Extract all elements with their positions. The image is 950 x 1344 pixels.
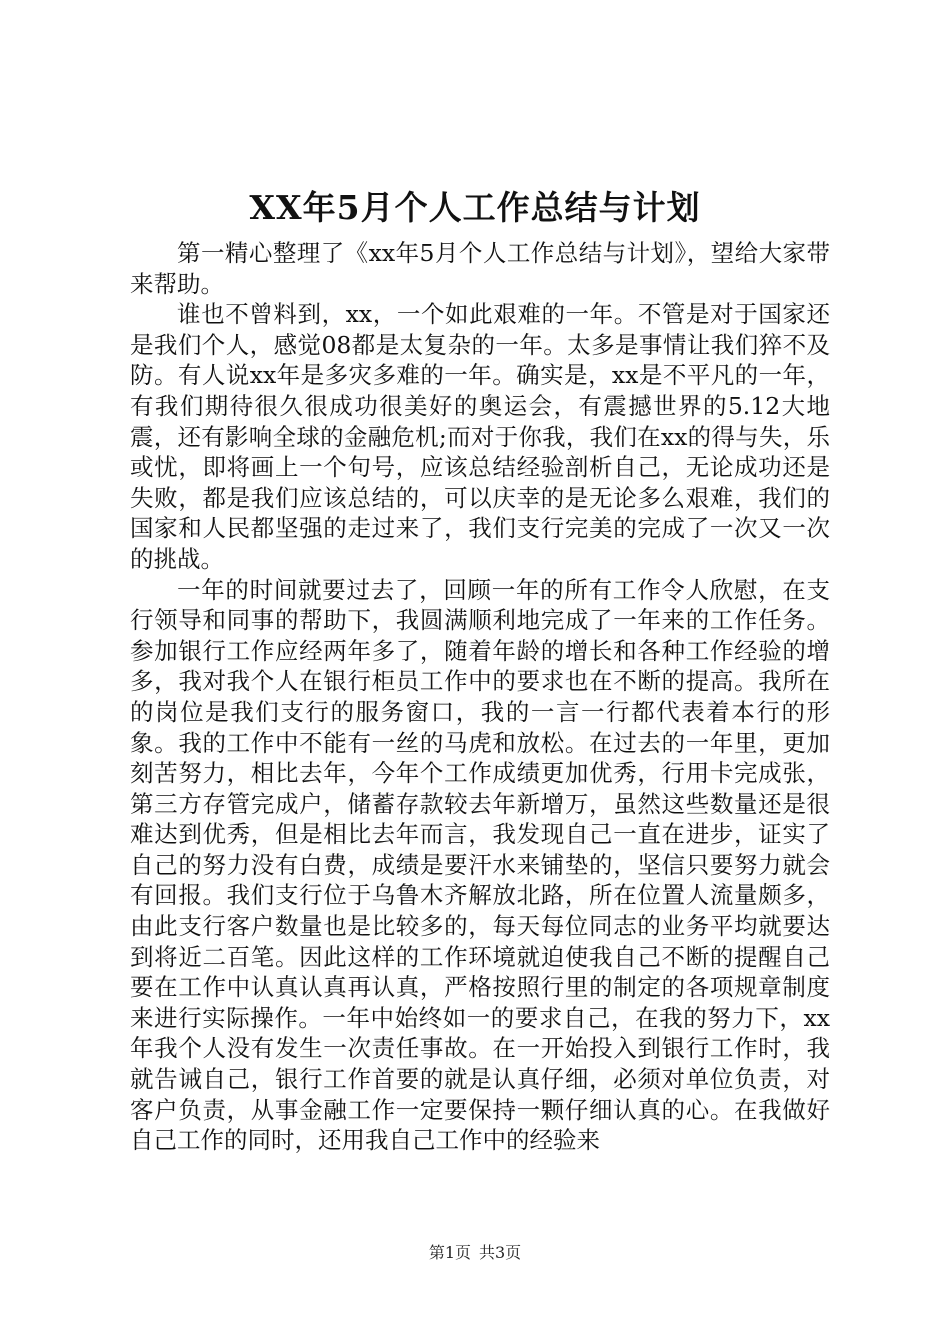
- paragraph-intro: 第一精心整理了《xx年5月个人工作总结与计划》，望给大家带来帮助。: [130, 239, 830, 298]
- paragraph-work-summary: 一年的时间就要过去了，回顾一年的所有工作令人欣慰，在支行领导和同事的帮助下，我圆满顺利地完成了一年来的工作任务。参加银行工作应经两年多了，随着年龄的增长和各种工作经验的增多，我对我个人在银行柜员工作中的要求也在不断的提高。我所在的岗位是我们支行的服务窗口，我的一言一行都代表着本行的形象。我的工作中不能有一丝的马虎和放松。在过去的一年里，更加刻苦努力，相比去年，今年个工作成绩更加优秀，行用卡完成张，第三方存管完成户，储蓄存款较去年新增万，虽然这些数量还是很难达到优秀，但是相比去年而言，我发现自己一直在进步，证实了自己的努力没有白费，成绩是要汗水来铺垫的，坚信只要努力就会有回报。我们支行位于乌鲁木齐解放北路，所在位置人流量颇多，由此支行客户数量也是比较多的，每天每位同志的业务平均就要达到将近二百笔。因此这样的工作环境就迫使我自己不断的提醒自己要在工作中认真认真再认真，严格按照行里的制定的各项规章制度来进行实际操作。一年中始终如一的要求自己，在我的努力下，xx年我个人没有发生一次责任事故。在一开始投入到银行工作时，我就告诫自己，银行工作首要的就是认真仔细，必须对单位负责，对客户负责，从事金融工作一定要保持一颗仔细认真的心。在我做好自己工作的同时，还用我自己工作中的经验来: [130, 575, 830, 1155]
- document-body: [130, 238, 830, 1156]
- paragraph-year-review: 谁也不曾料到，xx，一个如此艰难的一年。不管是对于国家还是我们个人，感觉08都是太复杂的一年。太多是事情让我们猝不及防。有人说xx年是多灾多难的一年。确实是，xx是不平凡的一年，有我们期待很久很成功很美好的奥运会，有震撼世界的5.12大地震，还有影响全球的金融危机;而对于你我，我们在xx的得与失，乐或忧，即将画上一个句号，应该总结经验剖析自己，无论成功还是失败，都是我们应该总结的，可以庆幸的是无论多么艰难，我们的国家和人民都坚强的走过来了，我们支行完美的完成了一次又一次的挑战。: [130, 300, 830, 573]
- document-title: XX年5月个人工作总结与计划: [249, 188, 701, 227]
- page-footer: [0, 1242, 950, 1264]
- page-number: 第1页: [428, 1243, 471, 1262]
- page-total: 共3页: [479, 1243, 522, 1262]
